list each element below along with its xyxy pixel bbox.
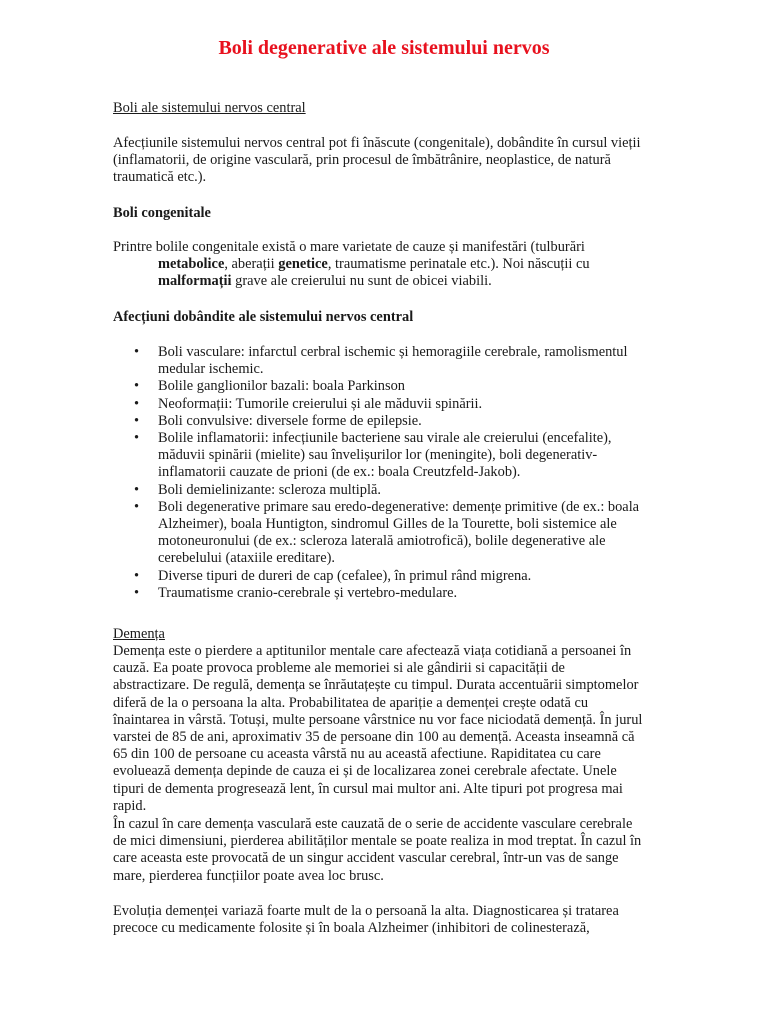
bold-term-genetice: genetice	[278, 256, 328, 273]
dementia-paragraph-1: Demența este o pierdere a aptitunilor mentale care afectează viața cotidiană a persoanei în cauză. Ea poate provoca probleme ale memoriei si ale gândirii si capacității de abstractizare. De regulă, demența se înrăutațește cu timpul. Durata accentuării simptomelor diferă de la o persoana la alta. Probabilitatea de apariție a demenței crește odată cu înaintarea in vârstă. Totuși, multe persoane vârstnice nu vor face niciodată demență. În jurul varstei de 85 de ani, aproximativ 35 de persoane din 100 au demență. Aceasta inseamnă că 65 din 100 de persoane cu aceasta vârstă nu au această afectiune. Rapiditatea cu care evoluează demența depinde de cauza ei și de localizarea zonei cerebrale afectate. Unele tipuri de dementa progresează lent, în cursul mai multor ani. Alte tipuri pot progresa mai rapid.	[113, 643, 643, 814]
dementia-paragraph-2: În cazul în care demența vasculară este cauzată de o serie de accidente vasculare cerebrale de mici dimensiuni, pierderea abilităților mentale se poate realiza in mod treptat. În cazul în care aceasta este provocată de un singur accident vascular cerebral, într-un vas de sange mare, pierderea funcțiilor poate avea loc brusc.	[113, 816, 642, 884]
dementia-paragraph-3: Evoluția demenței variază foarte mult de la o persoană la alta. Diagnosticarea și tratarea precoce cu medicamente folosite și în boala Alzheimer (inhibitori de colinesterază,	[113, 903, 619, 937]
section-heading-snc: Boli ale sistemului nervos central	[113, 100, 306, 116]
bold-term-malformatii: malformații	[158, 273, 232, 290]
bold-term-metabolice: metabolice	[158, 256, 225, 273]
congenital-line-2	[113, 256, 643, 273]
list-item: • Bolile ganglionilor bazali: boala Parkinson	[113, 378, 653, 395]
congenital-line-3	[113, 273, 643, 290]
acquired-list	[113, 344, 653, 602]
acquired-heading: Afecțiuni dobândite ale sistemului nervos central	[113, 309, 414, 325]
congenital-text-3: grave ale creierului nu sunt de obicei viabili.	[231, 273, 492, 290]
congenital-heading: Boli congenitale	[113, 205, 211, 221]
list-item: • Traumatisme cranio-cerebrale și vertebro-medulare.	[113, 585, 653, 602]
congenital-text-1: , aberații	[224, 256, 279, 273]
congenital-paragraph	[113, 239, 643, 291]
list-item: • Bolile inflamatorii: infecțiunile bacteriene sau virale ale creierului (encefalite), măduvii spinării (mielite) sau învelișurilor lor (meningite), boli degenerativ-inflamatorii cauzate de prioni (de ex.: boala Creutzfeld-Jakob).	[113, 430, 653, 482]
congenital-line-1: Printre bolile congenitale există o mare varietate de cauze și manifestări (tulburări	[113, 239, 585, 255]
congenital-text-2: , traumatisme perinatale etc.). Noi născuții cu	[327, 256, 590, 273]
list-item: • Neoformații: Tumorile creierului și ale măduvii spinării.	[113, 396, 653, 413]
list-item: • Boli convulsive: diversele forme de epilepsie.	[113, 413, 653, 430]
list-item: • Boli vasculare: infarctul cerbral ischemic și hemoragiile cerebrale, ramolismentul medular ischemic.	[113, 344, 653, 378]
dementia-heading: Demența	[113, 626, 165, 642]
intro-paragraph: Afecțiunile sistemului nervos central pot fi înăscute (congenitale), dobândite în cursul vieții (inflamatorii, de origine vasculară, prin procesul de îmbătrânire, neoplastice, de natură traumatică etc.).	[113, 135, 641, 186]
list-item: • Boli demielinizante: scleroza multiplă.	[113, 482, 653, 499]
list-item: • Boli degenerative primare sau eredo-degenerative: demențe primitive (de ex.: boala Alzheimer), boala Huntigton, sindromul Gilles de la Tourette, boli sistemice ale motoneuronului (de ex.: scleroza laterală amiotrofică), bolile degenerative ale cerebelului (ataxiile ereditare).	[113, 499, 653, 568]
list-item: • Diverse tipuri de dureri de cap (cefalee), în primul rând migrena.	[113, 568, 653, 585]
document-title: Boli degenerative ale sistemului nervos	[218, 37, 550, 59]
